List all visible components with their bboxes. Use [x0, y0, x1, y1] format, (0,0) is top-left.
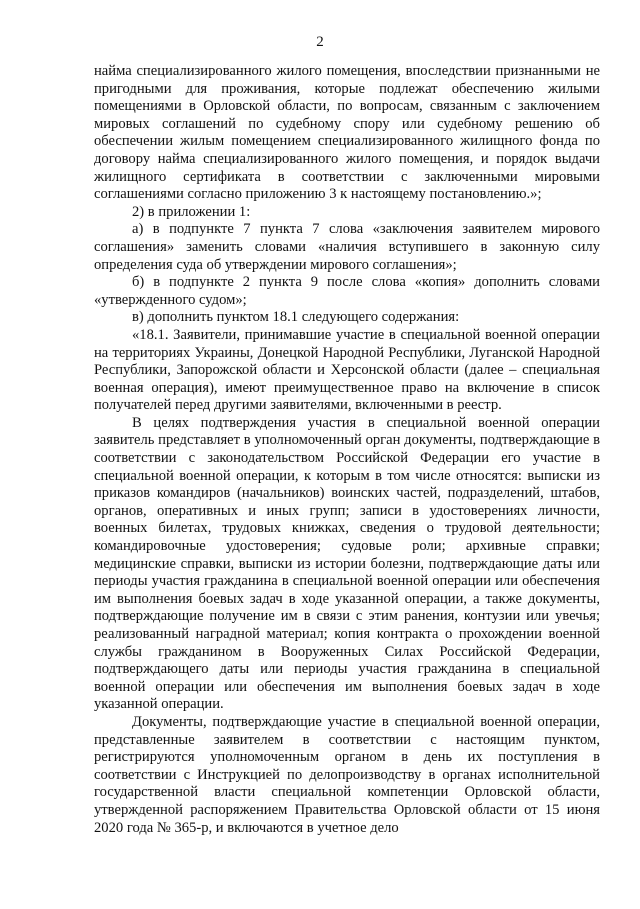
page-number: 2: [316, 34, 324, 50]
paragraph-confirmation-documents: В целях подтверждения участия в специальной военной операции заявитель представляет в уполномоченный орган документы, подтверждающие в соответствии с законодательством Российской Федерации его участие в специальной военной операции, к которым в том числе относятся: выписки из приказов командиров (начальников) воинских частей, подразделений, штабов, органов, оперативных и иных групп; записи в удостоверениях личности, военных билетах, трудовых книжках, сведения о трудовой деятельности; командировочные удостоверения; судовые роли; архивные справки; медицинские справки, выписки из истории болезни, подтверждающие даты или периоды участия гражданина в специальной военной операции или обеспечения им выполнения боевых задач в ходе указанной операции, а также документы, подтверждающие получение им в связи с этим ранения, контузии или увечья; реализованный наградной материал; копия контракта о прохождении военной службы гражданином в Вооруженных Силах Российской Федерации, подтверждающего даты или периоды участия гражданина в специальной военной операции или обеспечения им выполнения боевых задач в ходе указанной операции.: [94, 414, 600, 713]
paragraph-item-2: 2) в приложении 1:: [132, 203, 251, 220]
paragraph-subitem-a: а) в подпункте 7 пункта 7 слова «заключения заявителем мирового соглашения» заменить словами «наличия вступившего в законную силу определения суда об утверждении мирового соглашения»;: [94, 221, 600, 273]
paragraph-registration: Документы, подтверждающие участие в специальной военной операции, представленные заявителем в соответствии с настоящим пунктом, регистрируются уполномоченным органом в день их поступления в соответствии с Инструкцией по делопроизводству в органах исполнительной государственной власти специальной компетенции Орловской области, утвержденной распоряжением Правительства Орловской области от 15 июня 2020 года № 365-р, и включаются в учетное дело: [94, 713, 600, 836]
paragraph-subitem-b: б) в подпункте 2 пункта 9 после слова «копия» дополнить словами «утвержденного судом»;: [94, 274, 600, 308]
paragraph-clause-18-1: «18.1. Заявители, принимавшие участие в специальной военной операции на территориях Украины, Донецкой Народной Республики, Луганской Народной Республики, Запорожской области и Херсонской области (далее – специальная военная операция), имеют преимущественное право на включение в список получателей перед другими заявителями, включенными в реестр.: [94, 326, 600, 414]
paragraph-continuation: найма специализированного жилого помещения, впоследствии признанными не пригодными для проживания, которые подлежат обеспечению жилыми помещениями в Орловской области, по вопросам, связанным с заключением мировых соглашений по судебному спору или судебному решению об обеспечении жилым помещением специализированного жилищного фонда по договору найма специализированного жилого помещения, и порядок выдачи жилищного сертификата в соответствии с заключенными мировыми соглашениями согласно приложению 3 к настоящему постановлению.»;: [94, 63, 600, 203]
paragraph-subitem-v: в) дополнить пунктом 18.1 следующего содержания:: [132, 309, 460, 326]
document-body: [94, 63, 600, 837]
